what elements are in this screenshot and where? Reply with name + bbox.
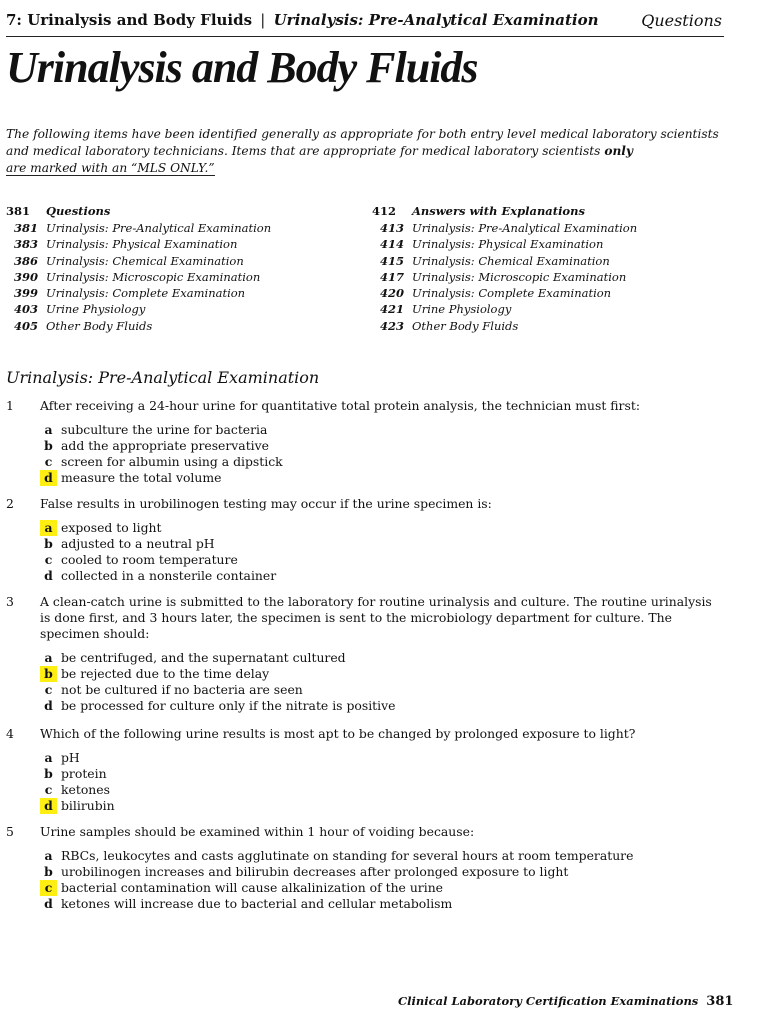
running-header xyxy=(6,8,724,37)
option-text: subculture the urine for bacteria xyxy=(61,422,268,437)
toc-heading: Answers with Explanations xyxy=(412,204,585,218)
toc-item-label: Urinalysis: Microscopic Examination xyxy=(412,269,627,284)
option-text: RBCs, leukocytes and casts agglutinate on standing for several hours at room temperature xyxy=(61,848,634,863)
toc-item[interactable] xyxy=(372,319,732,335)
option-text: ketones xyxy=(61,782,110,797)
toc-item-label: Urinalysis: Microscopic Examination xyxy=(46,269,261,284)
option-text: measure the total volume xyxy=(61,470,222,485)
question-number: 2 xyxy=(6,496,14,511)
toc-item-label: Urine Physiology xyxy=(46,302,146,317)
option-letter: d xyxy=(44,896,53,911)
section-heading: Urinalysis: Pre-Analytical Examination xyxy=(6,368,320,387)
toc-item-page: 413 xyxy=(379,221,404,235)
toc-answers-head xyxy=(372,204,732,221)
header-left xyxy=(6,11,599,29)
answer-option[interactable] xyxy=(40,864,726,880)
page-footer xyxy=(398,994,733,1009)
question-5 xyxy=(6,824,726,912)
answer-option[interactable] xyxy=(40,666,726,682)
toc-page: 412 xyxy=(372,204,397,218)
answer-option[interactable] xyxy=(40,520,726,536)
option-letter: c xyxy=(44,552,53,567)
toc-item-label: Urinalysis: Chemical Examination xyxy=(412,253,610,268)
answer-options xyxy=(40,848,726,912)
toc-item-page: 386 xyxy=(13,253,38,268)
question-stem: Urine samples should be examined within 1 hour of voiding because: xyxy=(40,824,475,839)
option-letter: b xyxy=(44,766,53,781)
toc-item-page: 420 xyxy=(379,286,404,301)
answer-option[interactable] xyxy=(40,568,726,584)
toc-item[interactable] xyxy=(6,254,346,270)
option-text: be rejected due to the time delay xyxy=(61,666,270,681)
option-text: bacterial contamination will cause alkalinization of the urine xyxy=(61,880,444,895)
option-text: not be cultured if no bacteria are seen xyxy=(61,682,303,697)
answer-option[interactable] xyxy=(40,650,726,666)
answer-option[interactable] xyxy=(40,848,726,864)
question-stem: Which of the following urine results is most apt to be changed by prolonged exposure to light? xyxy=(40,726,636,741)
answer-option[interactable] xyxy=(40,698,726,714)
question-stem: A clean-catch urine is submitted to the laboratory for routine urinalysis and culture. The routine urinalysis is done first, and 3 hours later, the specimen is sent to the microbiology department for culture. The specimen should: xyxy=(40,594,712,641)
intro-paragraph xyxy=(6,126,728,177)
option-letter-highlighted: c xyxy=(40,880,57,896)
question-stem: After receiving a 24-hour urine for quantitative total protein analysis, the technician must first: xyxy=(40,398,640,413)
toc-item-page: 383 xyxy=(13,237,38,252)
toc-item[interactable] xyxy=(372,221,732,237)
answer-option[interactable] xyxy=(40,682,726,698)
intro-text-1: The following items have been identified generally as appropriate for both entry level medical laboratory scientists and medical laboratory technicians. Items that are appropriate for medical laboratory scientists xyxy=(6,127,719,158)
question-1 xyxy=(6,398,726,486)
option-text: add the appropriate preservative xyxy=(61,438,269,453)
question-number: 4 xyxy=(6,726,14,741)
option-letter-highlighted: a xyxy=(40,520,57,536)
toc-item-page: 414 xyxy=(379,237,404,252)
question-4 xyxy=(6,726,726,814)
option-letter: d xyxy=(44,568,53,583)
toc-item-label: Urinalysis: Chemical Examination xyxy=(46,253,244,268)
toc-questions xyxy=(6,204,346,335)
answer-option[interactable] xyxy=(40,880,726,896)
option-letter: b xyxy=(44,438,53,453)
option-text: screen for albumin using a dipstick xyxy=(61,454,283,469)
question-3 xyxy=(6,594,726,714)
option-letter: c xyxy=(44,782,53,797)
option-letter: a xyxy=(44,750,53,765)
answer-options xyxy=(40,650,726,714)
toc-item-label: Other Body Fluids xyxy=(412,318,519,333)
toc-item-page: 399 xyxy=(13,286,38,301)
toc-heading: Questions xyxy=(46,204,111,218)
header-section: Urinalysis: Pre-Analytical Examination xyxy=(273,11,599,29)
option-text: exposed to light xyxy=(61,520,162,535)
answer-option[interactable] xyxy=(40,552,726,568)
toc-questions-head xyxy=(6,204,346,221)
toc-item-label: Urinalysis: Pre-Analytical Examination xyxy=(412,221,638,235)
answer-option[interactable] xyxy=(40,798,726,814)
option-letter: c xyxy=(44,682,53,697)
intro-bold: only xyxy=(604,144,634,158)
option-text: be centrifuged, and the supernatant cultured xyxy=(61,650,346,665)
answer-option[interactable] xyxy=(40,750,726,766)
answer-option[interactable] xyxy=(40,536,726,552)
toc-item[interactable] xyxy=(372,270,732,286)
answer-option[interactable] xyxy=(40,782,726,798)
toc-item[interactable] xyxy=(6,286,346,302)
option-letter-highlighted: d xyxy=(40,798,57,814)
header-chapter: 7: Urinalysis and Body Fluids xyxy=(6,11,253,29)
toc-item[interactable] xyxy=(6,221,346,237)
toc-item[interactable] xyxy=(372,302,732,318)
option-text: pH xyxy=(61,750,80,765)
option-letter: d xyxy=(44,698,53,713)
intro-text-2: are marked with an “MLS ONLY.” xyxy=(6,161,215,175)
option-letter: b xyxy=(44,536,53,551)
option-letter: a xyxy=(44,650,53,665)
toc-item[interactable] xyxy=(372,237,732,253)
toc-item-page: 405 xyxy=(13,318,38,333)
option-text: ketones will increase due to bacterial and cellular metabolism xyxy=(61,896,453,911)
question-2 xyxy=(6,496,726,584)
option-text: cooled to room temperature xyxy=(61,552,238,567)
answer-option[interactable] xyxy=(40,422,726,438)
answer-option[interactable] xyxy=(40,766,726,782)
footer-page-number: 381 xyxy=(706,994,734,1009)
toc-item-label: Urinalysis: Physical Examination xyxy=(412,237,604,252)
toc-page: 381 xyxy=(6,204,31,218)
option-letter-highlighted: b xyxy=(40,666,57,682)
answer-option[interactable] xyxy=(40,470,726,486)
option-letter-highlighted: d xyxy=(40,470,57,486)
option-text: adjusted to a neutral pH xyxy=(61,536,215,551)
question-stem: False results in urobilinogen testing may occur if the urine specimen is: xyxy=(40,496,492,511)
toc-item-page: 381 xyxy=(13,221,38,235)
page-title: Urinalysis and Body Fluids xyxy=(6,43,478,92)
option-text: bilirubin xyxy=(61,798,115,813)
option-text: collected in a nonsterile container xyxy=(61,568,277,583)
toc-item[interactable] xyxy=(372,254,732,270)
option-letter: a xyxy=(44,848,53,863)
toc-item-label: Other Body Fluids xyxy=(46,318,153,333)
option-letter: c xyxy=(44,454,53,469)
option-text: be processed for culture only if the nitrate is positive xyxy=(61,698,396,713)
question-number: 1 xyxy=(6,398,14,413)
answer-option[interactable] xyxy=(40,438,726,454)
question-number: 5 xyxy=(6,824,14,839)
toc-item-page: 403 xyxy=(13,302,38,317)
toc-item[interactable] xyxy=(6,237,346,253)
toc-item[interactable] xyxy=(6,302,346,318)
toc-item-label: Urinalysis: Complete Examination xyxy=(412,286,612,301)
footer-book-title: Clinical Laboratory Certification Examinations xyxy=(398,994,699,1008)
answer-option[interactable] xyxy=(40,896,726,912)
option-text: protein xyxy=(61,766,107,781)
toc-item-page: 415 xyxy=(379,253,404,268)
header-right: Questions xyxy=(641,11,722,30)
option-letter: a xyxy=(44,422,53,437)
toc-item-label: Urinalysis: Pre-Analytical Examination xyxy=(46,221,272,235)
toc-item[interactable] xyxy=(6,270,346,286)
answer-option[interactable] xyxy=(40,454,726,470)
toc-item-label: Urine Physiology xyxy=(412,302,512,317)
toc-item[interactable] xyxy=(6,319,346,335)
question-number: 3 xyxy=(6,594,14,609)
toc-item-page: 421 xyxy=(379,302,404,317)
toc-item-page: 423 xyxy=(379,318,404,333)
toc-item[interactable] xyxy=(372,286,732,302)
option-text: urobilinogen increases and bilirubin decreases after prolonged exposure to light xyxy=(61,864,569,879)
header-separator: | xyxy=(260,11,266,29)
option-letter: b xyxy=(44,864,53,879)
answer-options xyxy=(40,750,726,814)
answer-options xyxy=(40,422,726,486)
toc-item-label: Urinalysis: Physical Examination xyxy=(46,237,238,252)
toc-item-page: 417 xyxy=(379,269,404,284)
toc-answers xyxy=(372,204,732,335)
answer-options xyxy=(40,520,726,584)
toc-item-label: Urinalysis: Complete Examination xyxy=(46,286,246,301)
toc-item-page: 390 xyxy=(13,269,38,284)
